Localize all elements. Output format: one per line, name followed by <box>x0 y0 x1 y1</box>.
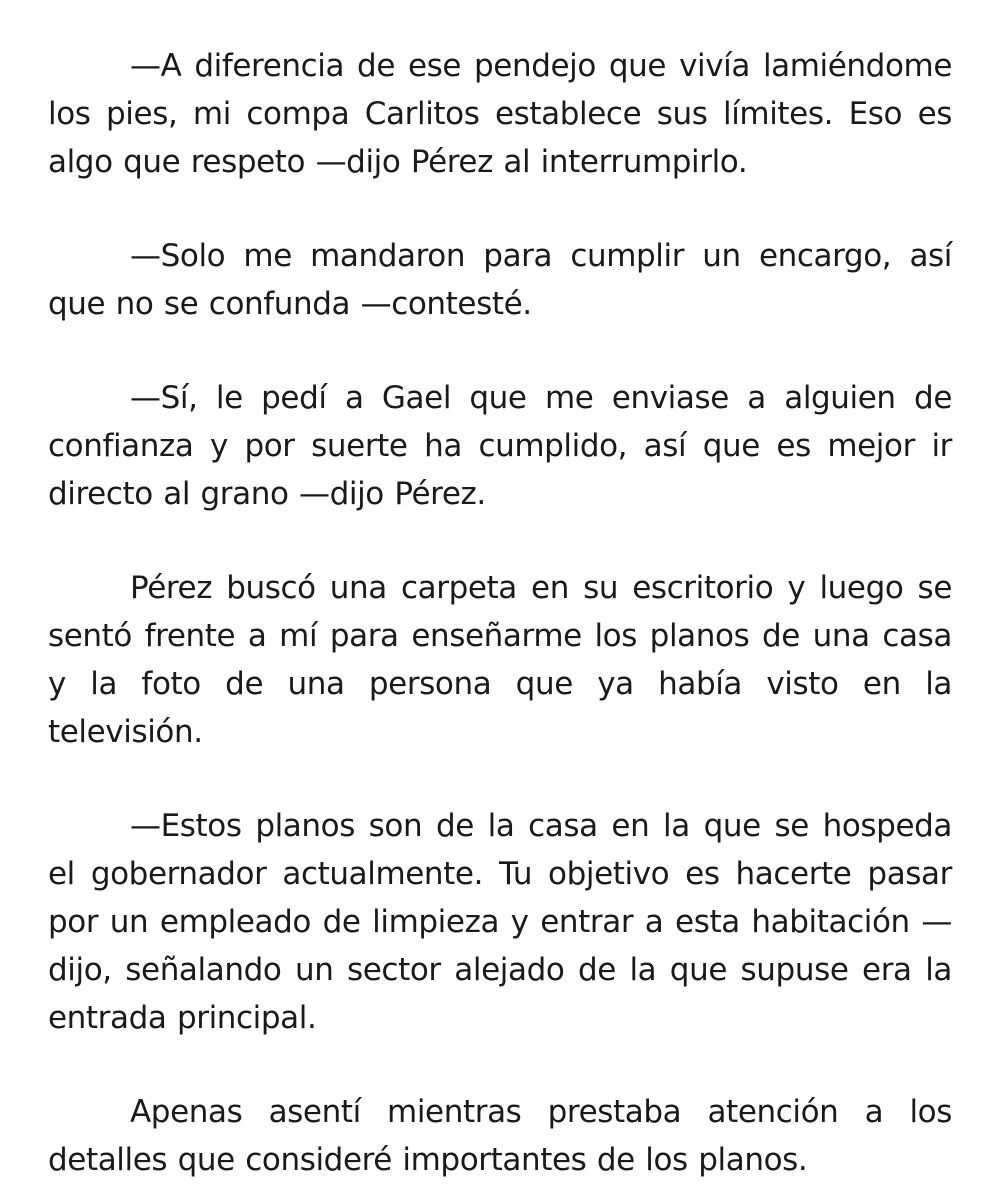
paragraph-5: —Estos planos son de la casa en la que se hospeda el gobernador actualmente. Tu objetivo es hacerte pasar por un empleado de limpieza y entrar a esta habitación —dijo, señalando un sector alejado de la que supuse era la entrada principal. <box>48 808 952 1036</box>
paragraph-4: Pérez buscó una carpeta en su escritorio y luego se sentó frente a mí para enseñarme los planos de una casa y la foto de una persona que ya había visto en la televisión. <box>48 570 952 750</box>
paragraph-3: —Sí, le pedí a Gael que me enviase a alguien de confianza y por suerte ha cumplido, así que es mejor ir directo al grano —dijo Pérez. <box>48 380 952 512</box>
paragraph-2: —Solo me mandaron para cumplir un encargo, así que no se confunda —contesté. <box>48 238 952 322</box>
paragraph-6: Apenas asentí mientras prestaba atención a los detalles que consideré importantes de los planos. <box>48 1094 952 1178</box>
book-page <box>48 42 952 1184</box>
paragraph-1: —A diferencia de ese pendejo que vivía lamiéndome los pies, mi compa Carlitos establece sus límites. Eso es algo que respeto —dijo Pérez al interrumpirlo. <box>48 48 952 180</box>
